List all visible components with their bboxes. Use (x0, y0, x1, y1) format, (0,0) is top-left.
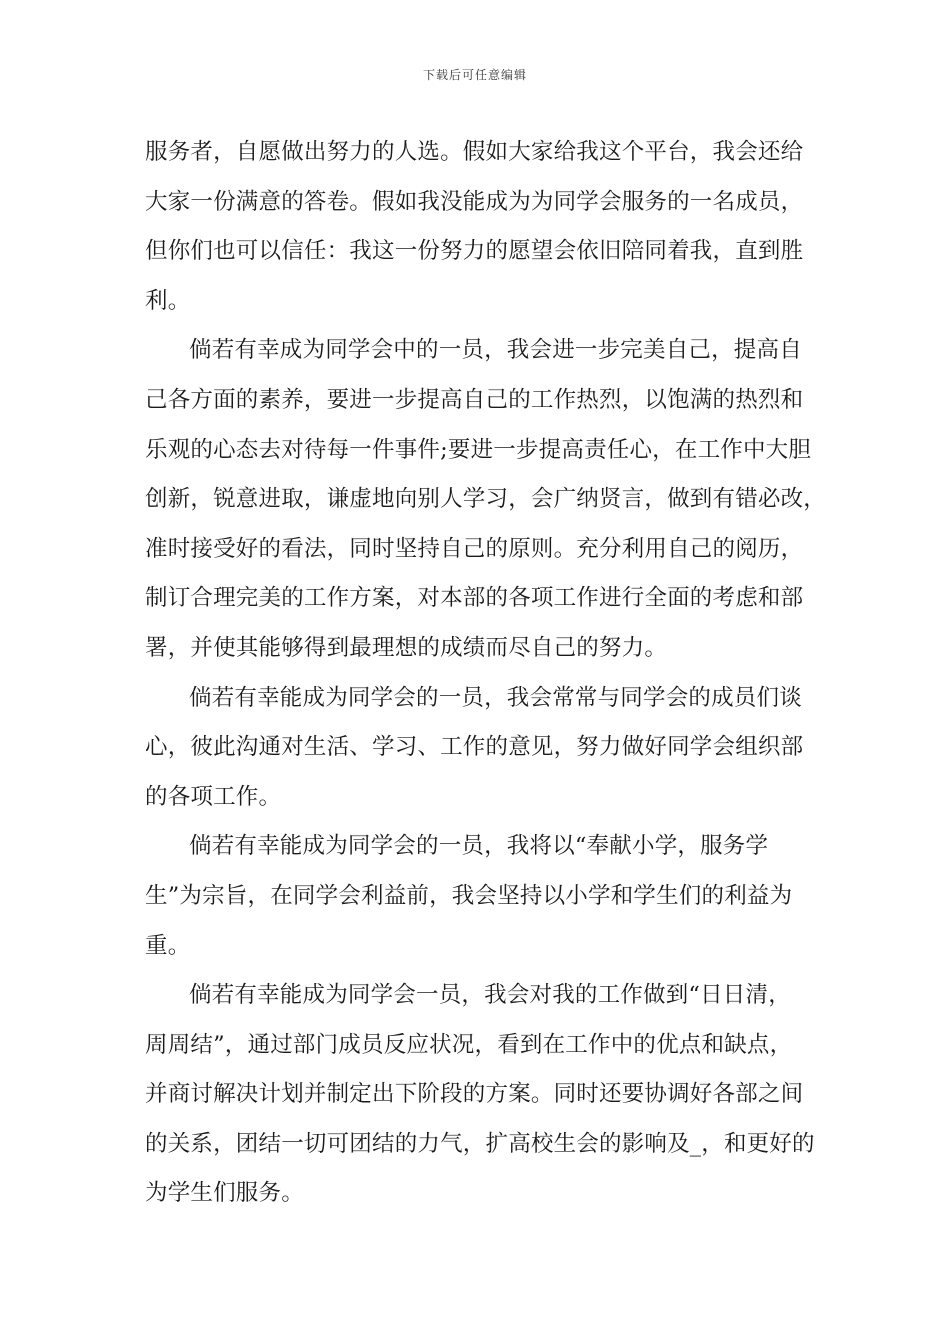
page-header: 下载后可任意编辑 (422, 68, 527, 82)
paragraph-communication (145, 674, 810, 823)
text-line: 己各方面的素养，要进一步提高自己的工作热烈，以饱满的热烈和 (145, 386, 804, 413)
paragraph-self-improvement (145, 326, 827, 673)
paragraph-continuation (145, 128, 810, 326)
text-line: 服务者，自愿做出努力的人选。假如大家给我这个平台，我会还给 (145, 139, 804, 165)
text-line: 重。 (145, 932, 191, 959)
text-line: 准时接受好的看法，同时坚持自己的原则。充分利用自己的阅历， (145, 535, 804, 562)
text-line: 的各项工作。 (145, 783, 282, 810)
text-line: 署，并使其能够得到最理想的成绩而尽自己的努力。 (145, 634, 668, 661)
text-line: 利。 (145, 287, 191, 314)
text-line: 的关系，团结一切可团结的力气，扩高校生会的影响及_，和更好的 (145, 1130, 815, 1157)
text-line: 创新，锐意进取，谦虚地向别人学习，会广纳贤言，做到有错必改， (145, 486, 827, 513)
text-line: 倘若有幸能成为同学会的一员，我将以“奉献小学，服务学 (189, 833, 769, 860)
text-line: 倘若有幸成为同学会中的一员，我会进一步完美自己，提高自 (189, 337, 802, 364)
text-line: 倘若有幸能成为同学会的一员，我会常常与同学会的成员们谈 (189, 684, 802, 711)
text-line: 心，彼此沟通对生活、学习、工作的意见，努力做好同学会组织部 (145, 734, 804, 761)
text-line: 并商讨解决计划并制定出下阶段的方案。同时还要协调好各部之间 (145, 1081, 804, 1108)
paragraph-work-plan (145, 971, 815, 1219)
text-line: 但你们也可以信任：我这一份努力的愿望会依旧陪同着我，直到胜 (145, 238, 804, 265)
paragraph-principle (145, 822, 810, 971)
text-line: 大家一份满意的答卷。假如我没能成为为同学会服务的一名成员， (145, 188, 804, 215)
text-line: 倘若有幸能成为同学会一员，我会对我的工作做到“日日清， (189, 982, 791, 1009)
text-line: 制订合理完美的工作方案，对本部的各项工作进行全面的考虑和部 (145, 585, 804, 612)
text-line: 乐观的心态去对待每一件事件;要进一步提高责任心，在工作中大胆 (145, 436, 812, 463)
document-body (145, 128, 827, 1219)
text-line: 为学生们服务。 (145, 1180, 304, 1207)
text-line: 周周结”，通过部门成员反应状况，看到在工作中的优点和缺点， (145, 1031, 793, 1058)
text-line: 生”为宗旨，在同学会利益前，我会坚持以小学和学生们的利益为 (145, 882, 793, 909)
